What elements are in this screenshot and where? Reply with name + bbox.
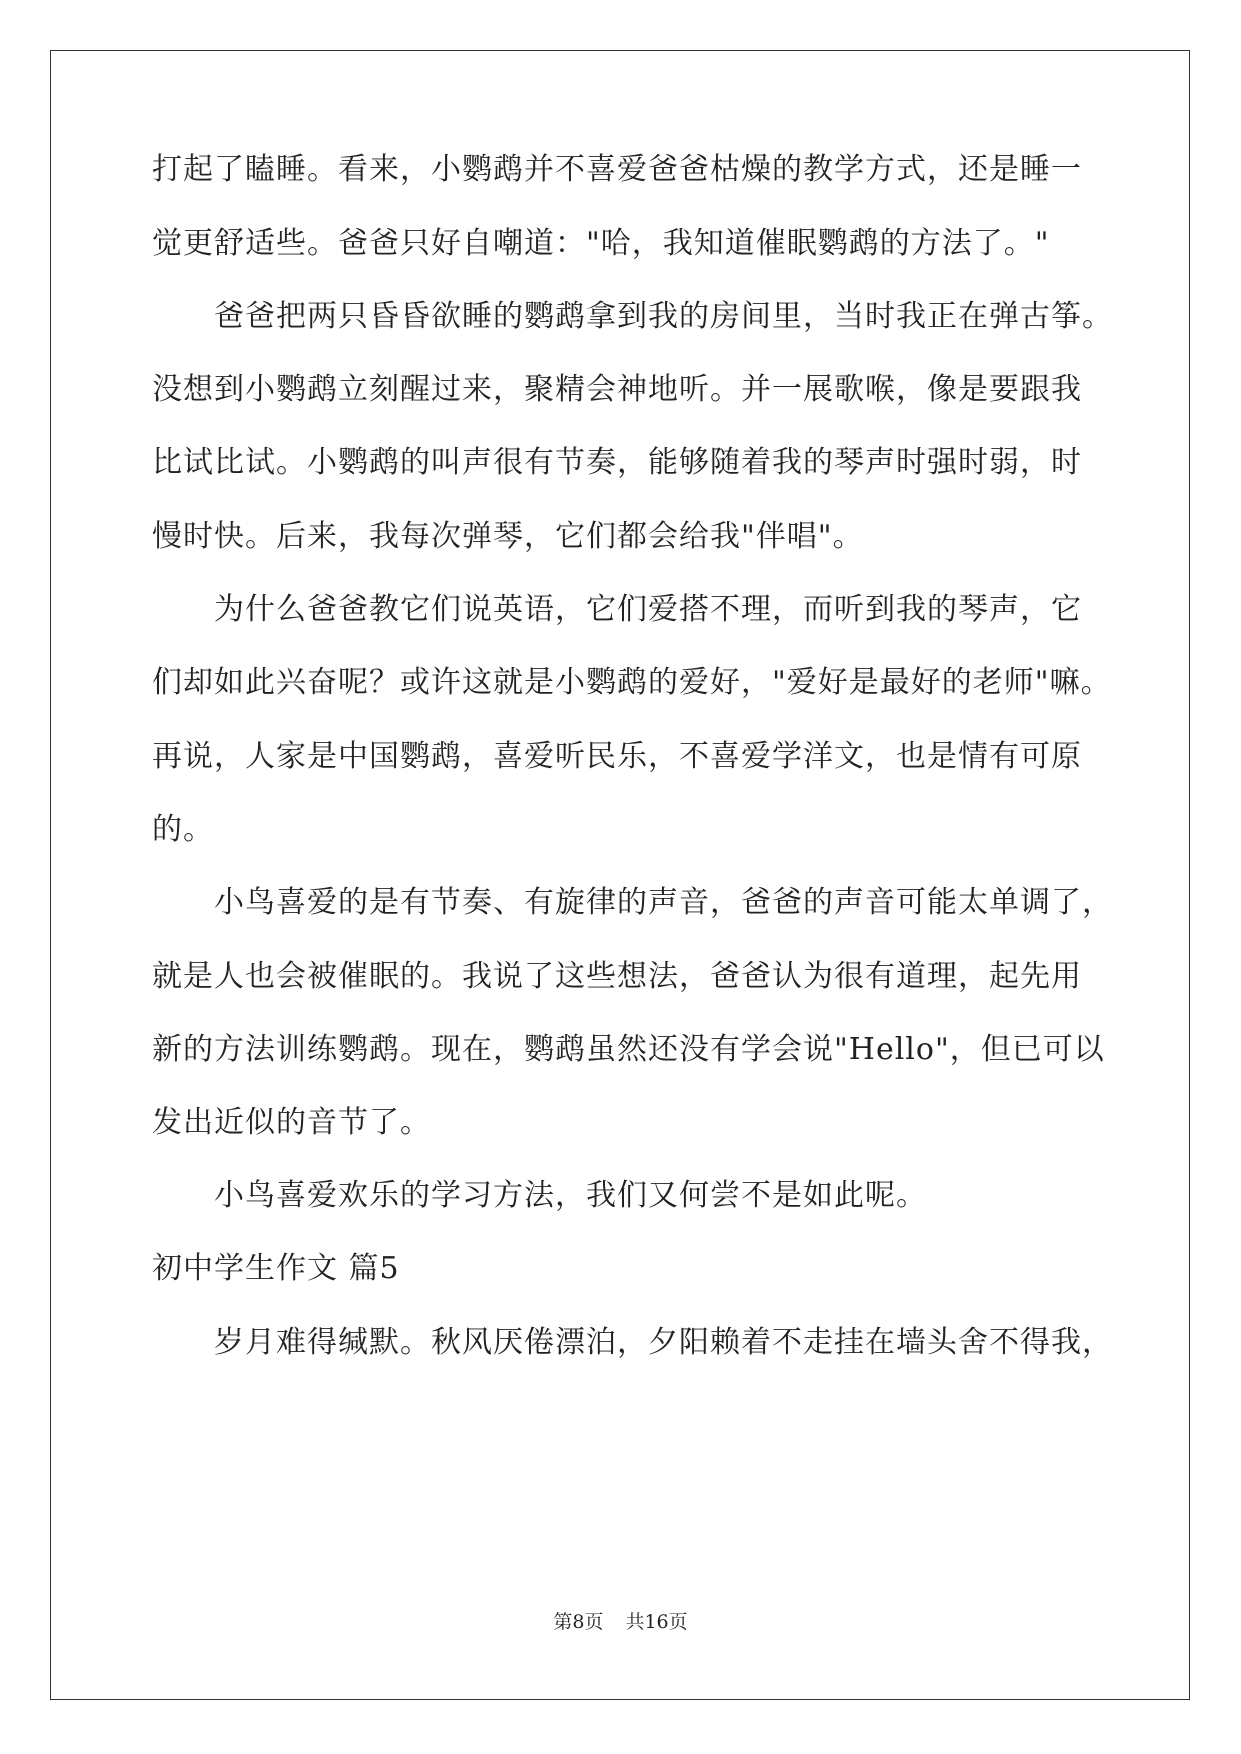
section-heading: 初中学生作文 篇5 [152,1251,400,1286]
text-line: 没想到小鹦鹉立刻醒过来，聚精会神地听。并一展歌喉，像是要跟我 [152,372,1082,407]
page-total: 共16页 [625,1611,688,1633]
page-number: 第8页 [553,1611,604,1633]
text-line: 发出近似的音节了。 [152,1105,431,1140]
text-line: 的。 [152,812,214,847]
text-line: 慢时快。后来，我每次弹琴，它们都会给我"伴唱"。 [152,519,864,554]
paragraph-start: 爸爸把两只昏昏欲睡的鹦鹉拿到我的房间里，当时我正在弹古筝。 [214,299,1113,334]
text-line: 再说，人家是中国鹦鹉，喜爱听民乐，不喜爱学洋文，也是情有可原 [152,739,1082,774]
paragraph-start: 小鸟喜爱的是有节奏、有旋律的声音，爸爸的声音可能太单调了， [214,885,1113,920]
text-line: 比试比试。小鹦鹉的叫声很有节奏，能够随着我的琴声时强时弱，时 [152,445,1082,480]
paragraph-start: 岁月难得缄默。秋风厌倦漂泊，夕阳赖着不走挂在墙头舍不得我， [214,1325,1113,1360]
text-line: 新的方法训练鹦鹉。现在，鹦鹉虽然还没有学会说"Hello"，但已可以 [152,1032,1105,1067]
text-line: 就是人也会被催眠的。我说了这些想法，爸爸认为很有道理，起先用 [152,959,1082,994]
paragraph-start: 小鸟喜爱欢乐的学习方法，我们又何尝不是如此呢。 [214,1178,927,1213]
text-line: 觉更舒适些。爸爸只好自嘲道："哈，我知道催眠鹦鹉的方法了。" [152,226,1050,261]
text-line: 们却如此兴奋呢？或许这就是小鹦鹉的爱好，"爱好是最好的老师"嘛。 [152,665,1112,700]
text-line: 打起了瞌睡。看来，小鹦鹉并不喜爱爸爸枯燥的教学方式，还是睡一 [152,152,1082,187]
paragraph-start: 为什么爸爸教它们说英语，它们爱搭不理，而听到我的琴声，它 [214,592,1082,627]
page-footer [0,1610,1241,1634]
